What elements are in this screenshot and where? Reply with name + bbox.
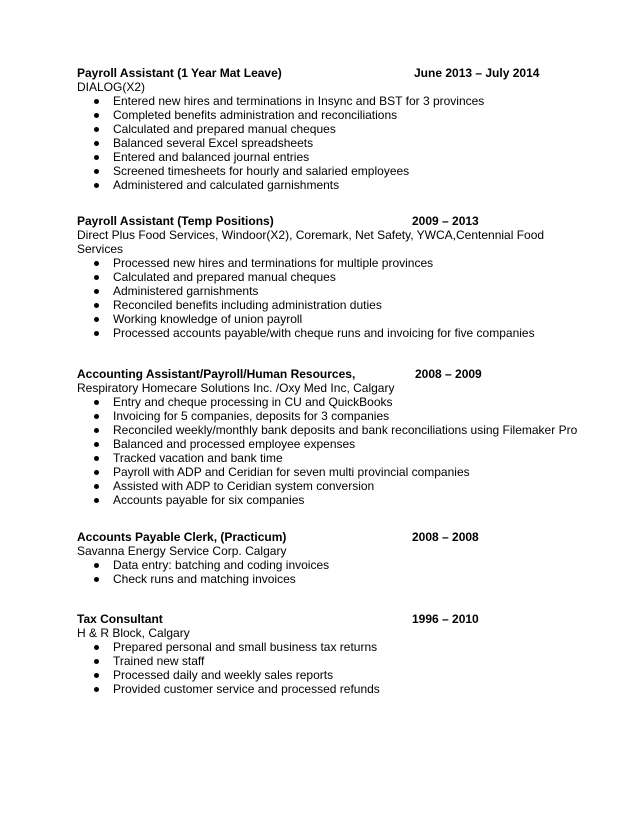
list-item: Assisted with ADP to Ceridian system conversion <box>77 479 637 493</box>
list-item: Entered new hires and terminations in Insync and BST for 3 provinces <box>77 94 637 108</box>
list-item: Prepared personal and small business tax returns <box>77 640 637 654</box>
job-entry <box>77 214 637 340</box>
job-title: Payroll Assistant (Temp Positions) <box>77 214 274 228</box>
list-item: Trained new staff <box>77 654 637 668</box>
job-entry <box>77 612 637 696</box>
list-item: Administered and calculated garnishments <box>77 178 637 192</box>
list-item: Entered and balanced journal entries <box>77 150 637 164</box>
employer-name: H & R Block, Calgary <box>77 626 190 640</box>
duties-list <box>77 256 637 340</box>
list-item: Accounts payable for six companies <box>77 493 637 507</box>
employer-name: Respiratory Homecare Solutions Inc. /Oxy Med Inc, Calgary <box>77 381 395 395</box>
list-item: Working knowledge of union payroll <box>77 312 637 326</box>
list-item: Processed accounts payable/with cheque runs and invoicing for five companies <box>77 326 637 340</box>
list-item: Processed daily and weekly sales reports <box>77 668 637 682</box>
job-entry <box>77 530 637 586</box>
duties-list <box>77 395 637 507</box>
job-title: Tax Consultant <box>77 612 163 626</box>
list-item: Completed benefits administration and reconciliations <box>77 108 637 122</box>
list-item: Processed new hires and terminations for multiple provinces <box>77 256 637 270</box>
list-item: Provided customer service and processed refunds <box>77 682 637 696</box>
job-dates: 2008 – 2008 <box>412 530 479 544</box>
list-item: Check runs and matching invoices <box>77 572 637 586</box>
list-item: Reconciled weekly/monthly bank deposits and bank reconciliations using Filemaker Pro <box>77 423 637 437</box>
employer-name: DIALOG(X2) <box>77 80 146 94</box>
duties-list <box>77 640 637 696</box>
job-dates: 1996 – 2010 <box>412 612 479 626</box>
list-item: Calculated and prepared manual cheques <box>77 270 637 284</box>
job-dates: June 2013 – July 2014 <box>414 66 540 80</box>
list-item: Administered garnishments <box>77 284 637 298</box>
employer-name: Savanna Energy Service Corp. Calgary <box>77 544 287 558</box>
employer-name: Direct Plus Food Services, Windoor(X2), Coremark, Net Safety, YWCA,Centennial Food <box>77 228 545 242</box>
job-entry <box>77 367 637 507</box>
employer-name-continued: Services <box>77 242 124 256</box>
duties-list <box>77 94 637 192</box>
list-item: Entry and cheque processing in CU and QuickBooks <box>77 395 637 409</box>
list-item: Calculated and prepared manual cheques <box>77 122 637 136</box>
list-item: Payroll with ADP and Ceridian for seven multi provincial companies <box>77 465 637 479</box>
list-item: Data entry: batching and coding invoices <box>77 558 637 572</box>
list-item: Screened timesheets for hourly and salaried employees <box>77 164 637 178</box>
job-title: Payroll Assistant (1 Year Mat Leave) <box>77 66 282 80</box>
job-title: Accounts Payable Clerk, (Practicum) <box>77 530 287 544</box>
job-entry <box>77 66 637 192</box>
list-item: Balanced several Excel spreadsheets <box>77 136 637 150</box>
job-dates: 2008 – 2009 <box>415 367 482 381</box>
list-item: Reconciled benefits including administration duties <box>77 298 637 312</box>
list-item: Balanced and processed employee expenses <box>77 437 637 451</box>
duties-list <box>77 558 637 586</box>
job-dates: 2009 – 2013 <box>412 214 479 228</box>
job-title: Accounting Assistant/Payroll/Human Resources, <box>77 367 356 381</box>
list-item: Tracked vacation and bank time <box>77 451 637 465</box>
list-item: Invoicing for 5 companies, deposits for 3 companies <box>77 409 637 423</box>
